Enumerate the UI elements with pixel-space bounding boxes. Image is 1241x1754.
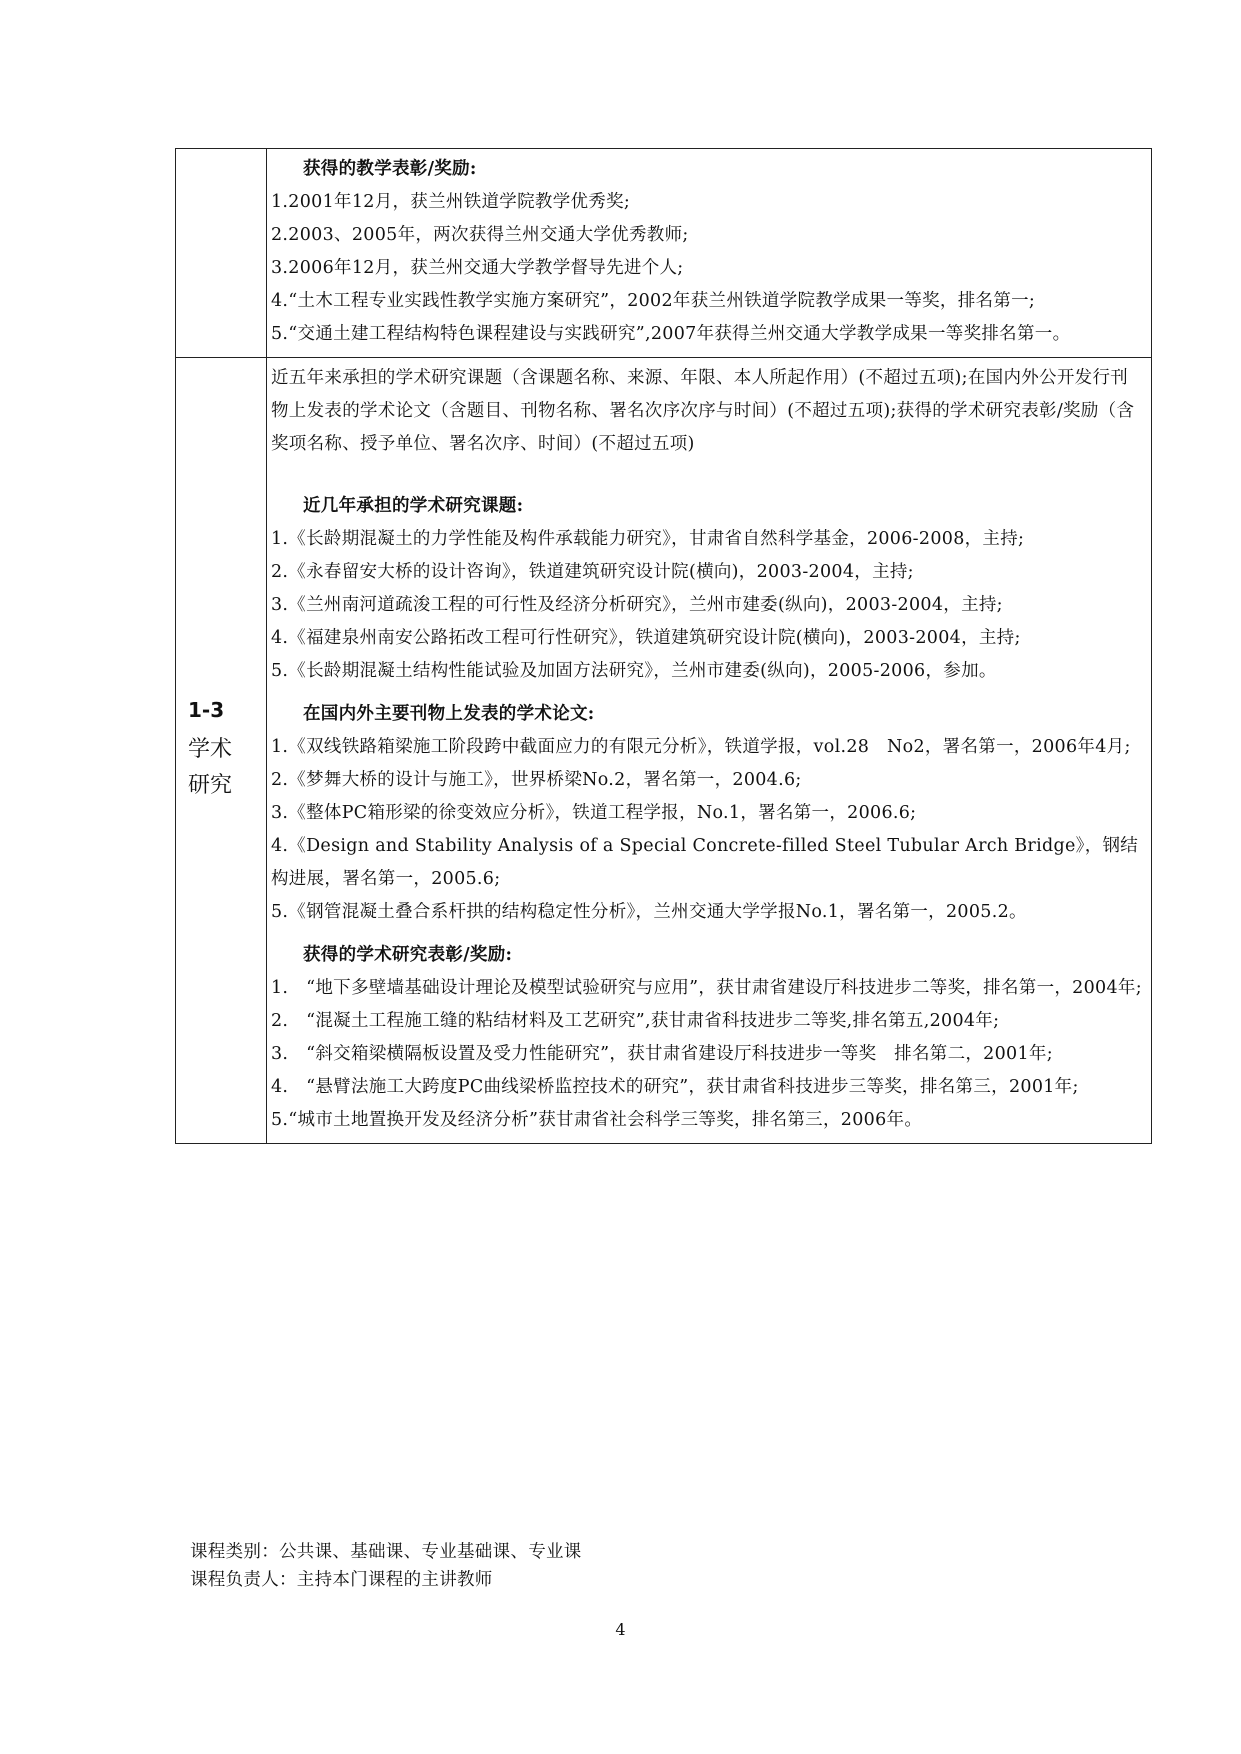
section-number: 1-3 [188,697,225,722]
project-item: 4.《福建泉州南安公路拓改工程可行性研究》，铁道建筑研究设计院(横向)，2003-2004，主持; [271,628,1021,648]
section-title-line2: 研究 [188,772,233,798]
research-award-item: 5.“城市土地置换开发及经济分析”获甘肃省社会科学三等奖，排名第三，2006年。 [271,1110,923,1130]
teaching-award-item: 1.2001年12月，获兰州铁道学院教学优秀奖; [271,192,631,212]
paper-item: 5.《钢管混凝土叠合系杆拱的结构稳定性分析》，兰州交通大学学报No.1，署名第一，2005.2。 [271,902,1027,922]
papers-heading: 在国内外主要刊物上发表的学术论文: [303,704,595,724]
section-title-line1: 学术 [188,736,233,762]
teaching-awards-cell [267,149,1152,358]
course-lead-note: 课程负责人：主持本门课程的主讲教师 [190,1570,493,1590]
paper-item: 2.《梦舞大桥的设计与施工》，世界桥梁No.2，署名第一，2004.6; [271,770,802,790]
academic-research-cell [267,358,1152,1144]
research-award-item: 4. “悬臂法施工大跨度PC曲线梁桥监控技术的研究”，获甘肃省科技进步三等奖，排名第三，2001年; [271,1077,1079,1097]
content-table [175,148,1152,1144]
teaching-award-item: 5.“交通土建工程结构特色课程建设与实践研究”,2007年获得兰州交通大学教学成果一等奖排名第一。 [271,324,1071,344]
project-item: 2.《永春留安大桥的设计咨询》，铁道建筑研究设计院(横向)，2003-2004，主持; [271,562,914,582]
research-award-item: 2. “混凝土工程施工缝的粘结材料及工艺研究”,获甘肃省科技进步二等奖,排名第五,2004年; [271,1011,1000,1031]
academic-research-row [176,358,1152,1144]
course-category-note: 课程类别：公共课、基础课、专业基础课、专业课 [190,1542,582,1562]
research-award-item: 1. “地下多壁墙基础设计理论及模型试验研究与应用”，获甘肃省建设厅科技进步二等奖，排名第一，2004年; [271,978,1142,998]
project-item: 5.《长龄期混凝土结构性能试验及加固方法研究》，兰州市建委(纵向)，2005-2006，参加。 [271,661,997,681]
left-label-cell-empty [176,149,267,358]
paper-item: 1.《双线铁路箱梁施工阶段跨中截面应力的有限元分析》，铁道学报，vol.28 No2，署名第一，2006年4月; [271,737,1131,757]
paper-item: 3.《整体PC箱形梁的徐变效应分析》，铁道工程学报，No.1，署名第一，2006.6; [271,803,917,823]
research-awards-heading: 获得的学术研究表彰/奖励: [303,945,513,965]
teaching-award-item: 4.“土木工程专业实践性教学实施方案研究”，2002年获兰州铁道学院教学成果一等奖，排名第一; [271,291,1036,311]
page-number: 4 [615,1620,626,1639]
section-label-cell [176,358,267,1144]
projects-heading: 近几年承担的学术研究课题: [303,496,524,516]
paper-item: 4.《Design and Stability Analysis of a Special Concrete-filled Steel Tubular Arch Bridge》，钢结构进展，署名第一，2005.6; [271,836,1139,889]
teaching-awards-heading: 获得的教学表彰/奖励: [303,159,477,179]
teaching-award-item: 2.2003、2005年，两次获得兰州交通大学优秀教师; [271,225,689,245]
research-award-item: 3. “斜交箱梁横隔板设置及受力性能研究”，获甘肃省建设厅科技进步一等奖 排名第二，2001年; [271,1044,1053,1064]
project-item: 1.《长龄期混凝土的力学性能及构件承载能力研究》，甘肃省自然科学基金，2006-2008，主持; [271,529,1025,549]
project-item: 3.《兰州南河道疏浚工程的可行性及经济分析研究》，兰州市建委(纵向)，2003-2004，主持; [271,595,1003,615]
teaching-award-item: 3.2006年12月，获兰州交通大学教学督导先进个人; [271,258,684,278]
section-instruction: 近五年来承担的学术研究课题（含课题名称、来源、年限、本人所起作用）(不超过五项);在国内外公开发行刊物上发表的学术论文（含题目、刊物名称、署名次序次序与时间）(不超过五项);获得的学术研究表彰/奖励（含奖项名称、授予单位、署名次序、时间）(不超过五项) [271,368,1135,454]
footnotes [190,1538,582,1594]
teaching-awards-row [176,149,1152,358]
